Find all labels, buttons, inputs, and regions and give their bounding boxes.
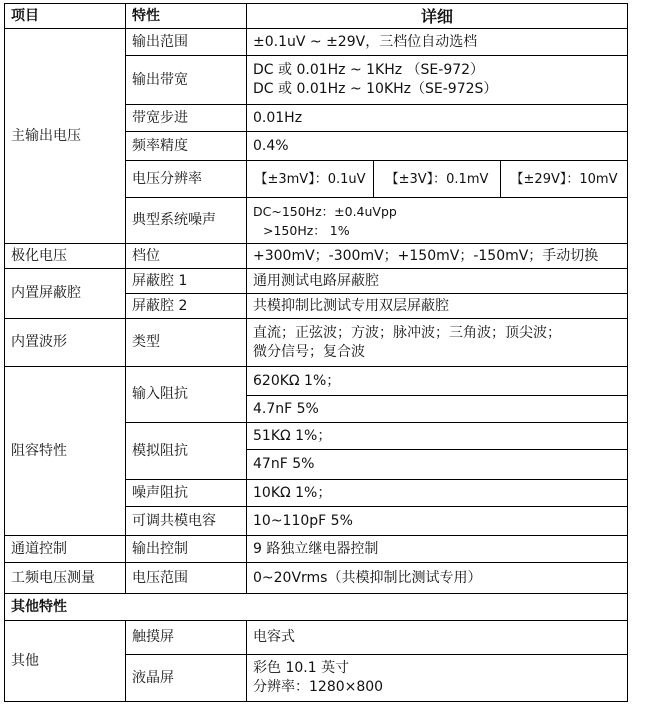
feature-cell: 模拟阻抗 bbox=[126, 423, 247, 480]
detail-cell bbox=[247, 56, 628, 105]
table-row bbox=[5, 621, 628, 655]
detail-cell: 电容式 bbox=[247, 621, 628, 655]
polarization-label: 极化电压 bbox=[5, 244, 126, 269]
feature-cell: 输出带宽 bbox=[126, 56, 247, 105]
feature-cell: 液晶屏 bbox=[126, 655, 247, 702]
waveform-label: 内置波形 bbox=[5, 319, 126, 367]
detail-cell: 10KΩ 1%； bbox=[247, 480, 628, 507]
shield-label: 内置屏蔽腔 bbox=[5, 269, 126, 319]
header-row bbox=[5, 4, 628, 29]
detail-line: 分辨率：1280×800 bbox=[253, 679, 384, 695]
impedance-label: 阻容特性 bbox=[5, 367, 126, 536]
detail-cell: 共模抑制比测试专用双层屏蔽腔 bbox=[247, 294, 628, 319]
header-item: 项目 bbox=[5, 4, 126, 29]
detail-cell: 0.01Hz bbox=[247, 105, 628, 132]
detail-line: 微分信号；复合波 bbox=[253, 343, 365, 360]
spec-table bbox=[4, 3, 628, 702]
resolution-cell bbox=[247, 161, 628, 198]
feature-cell: 电压范围 bbox=[126, 563, 247, 594]
resolution-range-1: 【±3mV】：0.1uV bbox=[254, 171, 366, 187]
feature-cell: 电压分辨率 bbox=[126, 161, 247, 198]
detail-cell: 10~110pF 5% bbox=[247, 507, 628, 536]
detail-line: DC~150Hz：±0.4uVpp bbox=[253, 203, 397, 219]
feature-cell: 典型系统噪声 bbox=[126, 198, 247, 244]
table-row bbox=[5, 244, 628, 269]
feature-cell: 触摸屏 bbox=[126, 621, 247, 655]
section-row bbox=[5, 594, 628, 621]
feature-cell: 屏蔽腔 1 bbox=[126, 269, 247, 294]
table-row bbox=[5, 29, 628, 56]
main-output-label: 主输出电压 bbox=[5, 29, 126, 244]
feature-cell: 输出范围 bbox=[126, 29, 247, 56]
table-row bbox=[5, 367, 628, 396]
feature-cell: 类型 bbox=[126, 319, 247, 367]
detail-cell: +300mV；-300mV；+150mV；-150mV；手动切换 bbox=[247, 244, 628, 269]
detail-line: >150Hz： 1% bbox=[263, 222, 350, 238]
table-row bbox=[5, 536, 628, 563]
detail-cell bbox=[247, 198, 628, 244]
detail-cell: 620KΩ 1%； bbox=[247, 367, 628, 396]
detail-cell: 0~20Vrms（共模抑制比测试专用） bbox=[247, 563, 628, 594]
feature-cell: 屏蔽腔 2 bbox=[126, 294, 247, 319]
feature-cell: 噪声阻抗 bbox=[126, 480, 247, 507]
channel-label: 通道控制 bbox=[5, 536, 126, 563]
section-title: 其他特性 bbox=[5, 594, 628, 621]
detail-cell: 9 路独立继电器控制 bbox=[247, 536, 628, 563]
detail-cell: 通用测试电路屏蔽腔 bbox=[247, 269, 628, 294]
detail-cell: 47nF 5% bbox=[247, 450, 628, 480]
other-label: 其他 bbox=[5, 621, 126, 702]
detail-line: 彩色 10.1 英寸 bbox=[253, 660, 350, 676]
resolution-range-2: 【±3V】：0.1mV bbox=[373, 161, 500, 197]
feature-cell: 输出控制 bbox=[126, 536, 247, 563]
feature-cell: 可调共模电容 bbox=[126, 507, 247, 536]
header-detail: 详细 bbox=[247, 4, 628, 29]
feature-cell: 输入阻抗 bbox=[126, 367, 247, 423]
table-row bbox=[5, 319, 628, 367]
detail-line: DC 或 0.01Hz ~ 1KHz （SE-972） bbox=[253, 62, 485, 78]
detail-line: 直流；正弦波；方波；脉冲波；三角波；顶尖波； bbox=[253, 324, 561, 341]
feature-cell: 频率精度 bbox=[126, 132, 247, 161]
detail-cell: 4.7nF 5% bbox=[247, 396, 628, 423]
table-row bbox=[5, 563, 628, 594]
table-row bbox=[5, 269, 628, 294]
header-feature: 特性 bbox=[126, 4, 247, 29]
powerfreq-label: 工频电压测量 bbox=[5, 563, 126, 594]
detail-cell: 0.4% bbox=[247, 132, 628, 161]
detail-cell: ±0.1uV ~ ±29V，三档位自动选档 bbox=[247, 29, 628, 56]
detail-line: DC 或 0.01Hz ~ 10KHz（SE-972S） bbox=[253, 81, 498, 97]
resolution-range-3: 【±29V】：10mV bbox=[500, 161, 627, 197]
detail-cell: 51KΩ 1%； bbox=[247, 423, 628, 450]
feature-cell: 档位 bbox=[126, 244, 247, 269]
detail-cell bbox=[247, 319, 628, 367]
detail-cell bbox=[247, 655, 628, 702]
feature-cell: 带宽步进 bbox=[126, 105, 247, 132]
